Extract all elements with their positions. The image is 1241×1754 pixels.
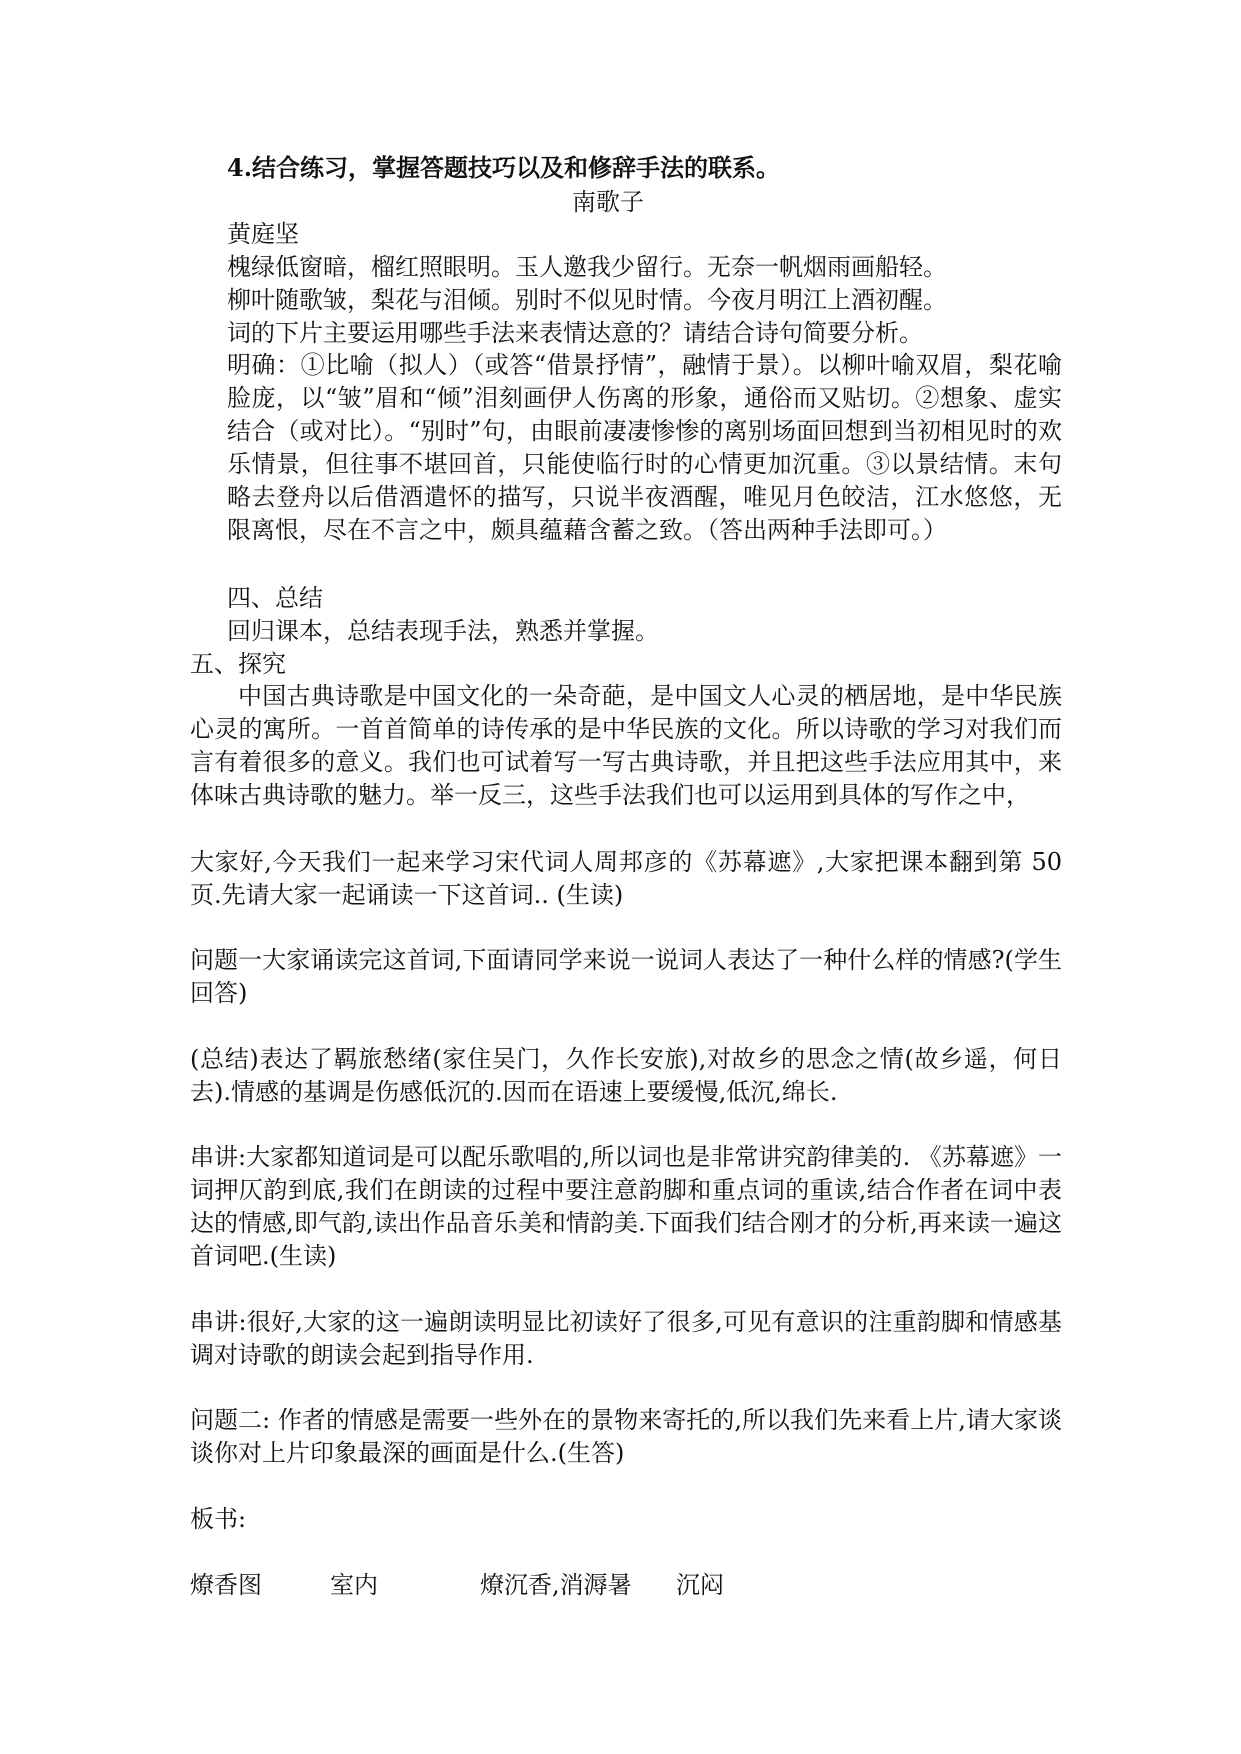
poem-line-2: 柳叶随歌皱，梨花与泪倾。别时不似见时情。今夜月明江上酒初醒。 — [227, 286, 947, 314]
lesson-question-1: 问题一大家诵读完这首词,下面请同学来说一说词人表达了一种什么样的情感?(学生回答) — [190, 946, 1062, 1007]
poem-question: 词的下片主要运用哪些手法来表情达意的？请结合诗句简要分析。 — [227, 319, 923, 347]
summary-heading: 四、总结 — [227, 584, 323, 612]
board-cell-4: 沉闷 — [676, 1571, 724, 1599]
lesson-summary-1: (总结)表达了羁旅愁绪(家住吴门，久作长安旅),对故乡的思念之情(故乡遥，何日去).情感的基调是伤感低沉的.因而在语速上要缓慢,低沉,绵长. — [190, 1045, 1062, 1106]
lesson-talk-1: 串讲:大家都知道词是可以配乐歌唱的,所以词也是非常讲究韵律美的. 《苏幕遮》一词押仄韵到底,我们在朗读的过程中要注意韵脚和重点词的重读,结合作者在词中表达的情感,即气韵,读出作品音乐美和情韵美.下面我们结合刚才的分析,再来读一遍这首词吧.(生读) — [190, 1143, 1062, 1270]
poem-line-1: 槐绿低窗暗，榴红照眼明。玉人邀我少留行。无奈一帆烟雨画船轻。 — [227, 253, 947, 281]
lesson-question-2: 问题二: 作者的情感是需要一些外在的景物来寄托的,所以我们先来看上片,请大家谈谈你对上片印象最深的画面是什么.(生答) — [190, 1406, 1062, 1467]
lesson-talk-2: 串讲:很好,大家的这一遍朗读明显比初读好了很多,可见有意识的注重韵脚和情感基调对诗歌的朗读会起到指导作用. — [190, 1308, 1062, 1369]
lesson-intro: 大家好,今天我们一起来学习宋代词人周邦彦的《苏幕遮》,大家把课本翻到第 50 页.先请大家一起诵读一下这首词.. (生读) — [190, 848, 1062, 909]
board-label: 板书: — [190, 1505, 247, 1533]
board-cell-3: 燎沉香,消溽暑 — [480, 1571, 632, 1599]
poem-answer: 明确：①比喻（拟人）（或答“借景抒情”，融情于景）。以柳叶喻双眉，梨花喻脸庞，以“皱”眉和“倾”泪刻画伊人伤离的形象，通俗而又贴切。②想象、虚实结合（或对比）。“别时”句，由眼前凄凄惨惨的离别场面回想到当初相见时的欢乐情景，但往事不堪回首，只能使临行时的心情更加沉重。③以景结情。末句略去登舟以后借酒遣怀的描写，只说半夜酒醒，唯见月色皎洁，江水悠悠，无限离恨，尽在不言之中，颇具蕴藉含蓄之致。（答出两种手法即可。） — [227, 351, 1062, 544]
poem-title: 南歌子 — [572, 188, 644, 216]
explore-heading: 五、探究 — [190, 650, 286, 678]
explore-text: 中国古典诗歌是中国文化的一朵奇葩，是中国文人心灵的栖居地，是中华民族心灵的寓所。一首首简单的诗传承的是中华民族的文化。所以诗歌的学习对我们而言有着很多的意义。我们也可试着写一写古典诗歌，并且把这些手法应用其中，来体味古典诗歌的魅力。举一反三，这些手法我们也可以运用到具体的写作之中， — [190, 682, 1062, 809]
poem-author: 黄庭坚 — [227, 220, 299, 248]
board-cell-1: 燎香图 — [190, 1571, 262, 1599]
section-heading: 4.结合练习，掌握答题技巧以及和修辞手法的联系。 — [227, 153, 781, 182]
summary-text: 回归课本，总结表现手法，熟悉并掌握。 — [227, 617, 659, 645]
board-cell-2: 室内 — [330, 1571, 378, 1599]
